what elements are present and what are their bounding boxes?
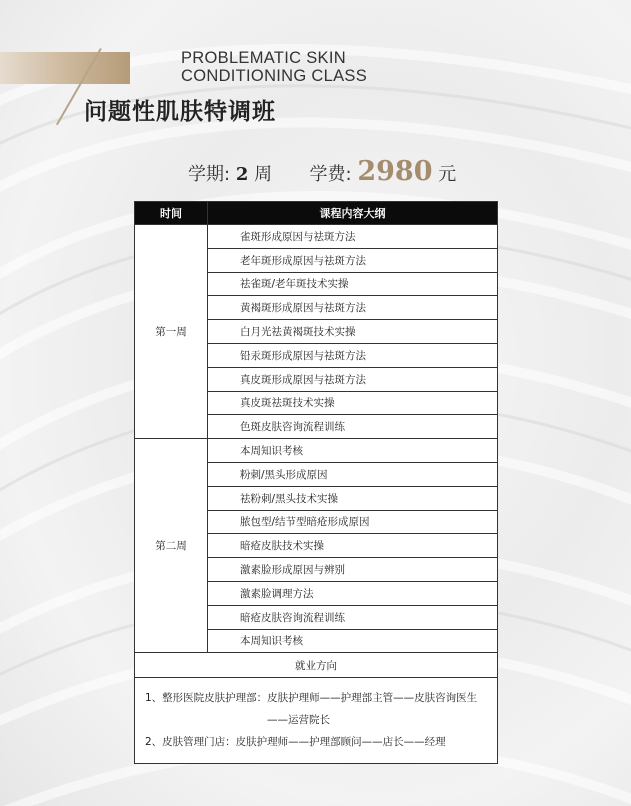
table-cell: 激素脸调理方法 [208, 581, 498, 605]
course-info [188, 156, 456, 190]
table-row [135, 439, 498, 463]
career-heading-row [135, 653, 498, 678]
table-cell: 雀斑形成原因与祛斑方法 [208, 225, 498, 249]
table-header-row [135, 202, 498, 225]
column-header-outline: 课程内容大纲 [208, 202, 498, 225]
fee-value: 2980 [357, 156, 433, 187]
career-line-2: 2、皮肤管理门店：皮肤护理师——护理部顾问——店长——经理 [145, 736, 446, 749]
table-cell: 本周知识考核 [208, 439, 498, 463]
week-label: 第一周 [135, 225, 208, 439]
table-cell: 祛粉刺/黑头技术实操 [208, 486, 498, 510]
gold-accent-bar [0, 52, 130, 84]
page-title: 问题性肌肤特调班 [84, 98, 276, 125]
table-cell: 铅汞斑形成原因与祛斑方法 [208, 343, 498, 367]
period-value: 2 [235, 164, 249, 185]
table-cell: 黄褐斑形成原因与祛斑方法 [208, 296, 498, 320]
table-cell: 粉刺/黑头形成原因 [208, 462, 498, 486]
course-table [134, 201, 498, 764]
table-cell: 脓包型/结节型暗疮形成原因 [208, 510, 498, 534]
career-line-1: 1、整形医院皮肤护理部：皮肤护理师——护理部主管——皮肤咨询医生 [145, 692, 478, 705]
english-title [181, 49, 367, 85]
table-cell: 白月光祛黄褐斑技术实操 [208, 320, 498, 344]
table-cell: 色斑皮肤咨询流程训练 [208, 415, 498, 439]
fee-unit: 元 [438, 164, 457, 185]
career-heading: 就业方向 [135, 653, 498, 678]
table-cell: 老年斑形成原因与祛斑方法 [208, 248, 498, 272]
table-cell: 本周知识考核 [208, 629, 498, 653]
table-row [135, 225, 498, 249]
period-unit: 周 [254, 164, 273, 185]
english-title-line2: CONDITIONING CLASS [181, 67, 368, 85]
table-cell: 真皮斑形成原因与祛斑方法 [208, 367, 498, 391]
table-cell: 祛雀斑/老年斑技术实操 [208, 272, 498, 296]
table-cell: 真皮斑祛斑技术实操 [208, 391, 498, 415]
career-body-row [135, 678, 498, 764]
table-cell: 暗疮皮肤技术实操 [208, 534, 498, 558]
column-header-time: 时间 [135, 202, 208, 225]
career-line-1-continued: ——运营院长 [267, 714, 330, 727]
career-details [135, 678, 498, 764]
fee-label: 学费: [309, 164, 352, 185]
english-title-line1: PROBLEMATIC SKIN [181, 49, 346, 67]
period-label: 学期: [188, 164, 231, 185]
table-cell: 暗疮皮肤咨询流程训练 [208, 605, 498, 629]
week-label: 第二周 [135, 439, 208, 653]
table-cell: 激素脸形成原因与辨别 [208, 558, 498, 582]
